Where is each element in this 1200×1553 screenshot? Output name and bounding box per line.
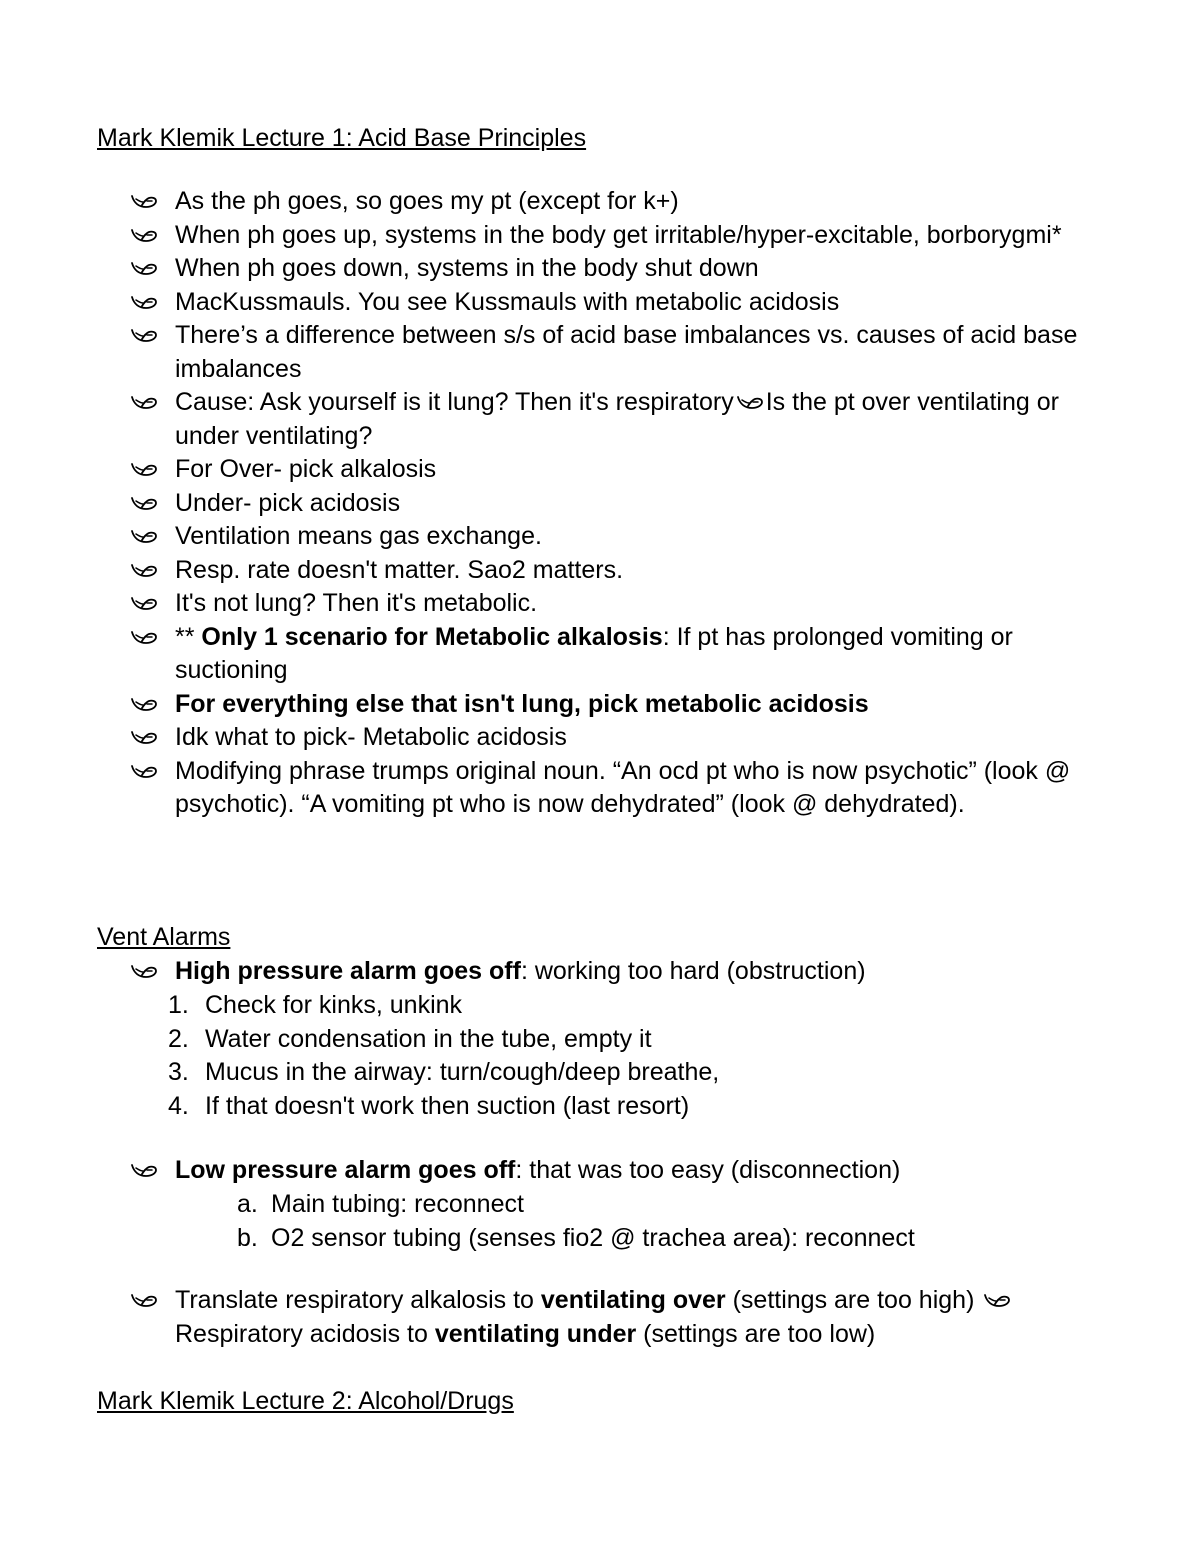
bullet-icon xyxy=(130,592,158,614)
vent-alarms-heading: Vent Alarms xyxy=(97,923,231,951)
low-pressure-bullet xyxy=(0,1154,1200,1188)
translate-bullet xyxy=(0,1284,1200,1351)
lecture-1-heading: Mark Klemik Lecture 1: Acid Base Principles xyxy=(97,124,587,152)
bullet-icon xyxy=(130,190,158,212)
list-item: ** Only 1 scenario for Metabolic alkalosis: If pt has prolonged vomiting or suctioning xyxy=(0,621,1200,688)
list-item: It's not lung? Then it's metabolic. xyxy=(0,587,1200,621)
bullet-icon xyxy=(130,324,158,346)
bullet-icon xyxy=(130,458,158,480)
bullet-icon xyxy=(130,960,158,982)
list-item: MacKussmauls. You see Kussmauls with metabolic acidosis xyxy=(0,286,1200,320)
bullet-icon xyxy=(130,224,158,246)
bullet-icon xyxy=(130,559,158,581)
list-item: Low pressure alarm goes off: that was too easy (disconnection) xyxy=(0,1154,1200,1188)
bullet-icon xyxy=(130,291,158,313)
list-item: Resp. rate doesn't matter. Sao2 matters. xyxy=(0,554,1200,588)
list-item: 2. Water condensation in the tube, empty it xyxy=(168,1024,652,1053)
list-item: As the ph goes, so goes my pt (except for k+) xyxy=(0,185,1200,219)
list-item: For everything else that isn't lung, pick metabolic acidosis xyxy=(0,688,1200,722)
bullet-icon xyxy=(130,1289,158,1311)
list-item: Under- pick acidosis xyxy=(0,487,1200,521)
bullet-icon xyxy=(736,391,764,413)
list-item: 4. If that doesn't work then suction (last resort) xyxy=(168,1091,690,1120)
list-item: b. O2 sensor tubing (senses fio2 @ trachea area): reconnect xyxy=(237,1223,915,1252)
high-pressure-steps xyxy=(0,989,1200,1123)
list-item: For Over- pick alkalosis xyxy=(0,453,1200,487)
bullet-icon xyxy=(130,726,158,748)
list-item: a. Main tubing: reconnect xyxy=(237,1190,524,1218)
list-item: There’s a difference between s/s of acid base imbalances vs. causes of acid base imbalances xyxy=(0,319,1200,386)
bullet-icon xyxy=(130,693,158,715)
list-item: Cause: Ask yourself is it lung? Then it's respiratory Is the pt over ventilating or under ventilating? xyxy=(0,386,1200,453)
list-item: Modifying phrase trumps original noun. “An ocd pt who is now psychotic” (look @ psychotic). “A vomiting pt who is now dehydrated” (look @ dehydrated). xyxy=(0,755,1200,822)
list-item: When ph goes up, systems in the body get irritable/hyper-excitable, borborygmi* xyxy=(0,219,1200,253)
low-pressure-steps xyxy=(0,1188,1200,1255)
list-item: Translate respiratory alkalosis to ventilating over (settings are too high) Respiratory acidosis to ventilating under (settings are too low) xyxy=(0,1284,1200,1351)
bullet-icon xyxy=(130,626,158,648)
bullet-icon xyxy=(130,1159,158,1181)
bullet-icon xyxy=(130,257,158,279)
bullet-icon xyxy=(130,760,158,782)
high-pressure-bullet xyxy=(0,955,1200,989)
list-item: High pressure alarm goes off: working too hard (obstruction) xyxy=(0,955,1200,989)
bullet-icon xyxy=(130,391,158,413)
list-item: Idk what to pick- Metabolic acidosis xyxy=(0,721,1200,755)
bullet-icon xyxy=(983,1289,1011,1311)
bullet-icon xyxy=(130,525,158,547)
list-item: Ventilation means gas exchange. xyxy=(0,520,1200,554)
list-item: When ph goes down, systems in the body shut down xyxy=(0,252,1200,286)
list-item: 3. Mucus in the airway: turn/cough/deep breathe, xyxy=(168,1058,720,1086)
acid-base-bullet-list xyxy=(0,185,1200,822)
list-item: 1. Check for kinks, unkink xyxy=(168,991,463,1019)
lecture-2-heading: Mark Klemik Lecture 2: Alcohol/Drugs xyxy=(97,1387,514,1415)
bullet-icon xyxy=(130,492,158,514)
